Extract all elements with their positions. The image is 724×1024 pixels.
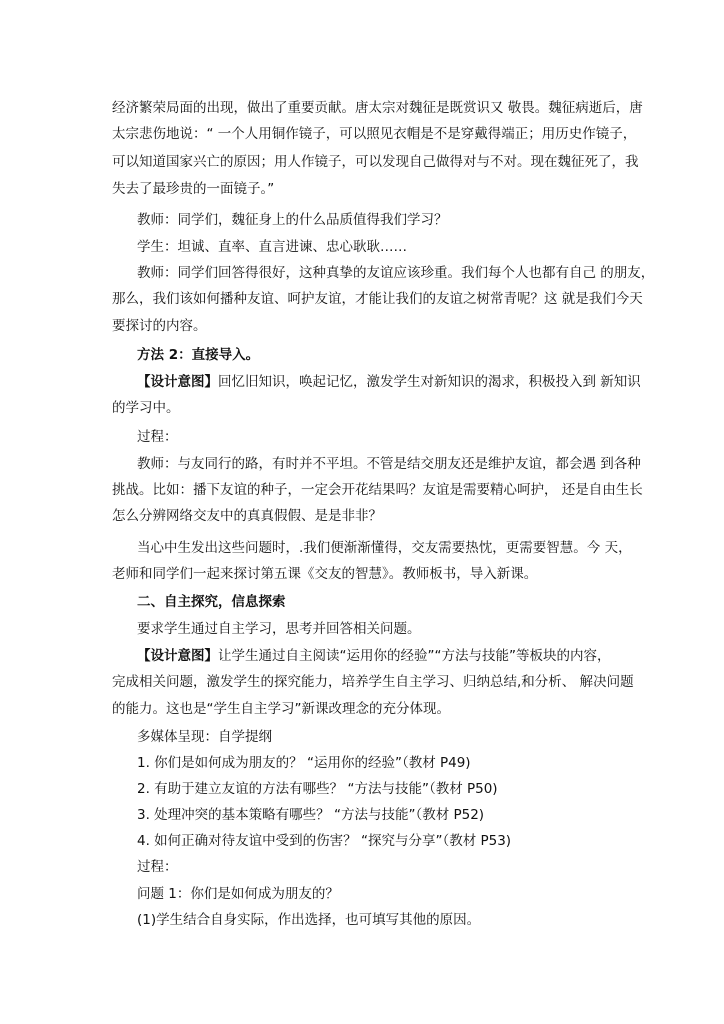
design-intent-label: 【设计意图】 (137, 374, 218, 390)
outline-item: 1. 你们是如何成为朋友的？ “运用你的经验”（教材 P49) (137, 755, 471, 771)
teacher-intro-line: 教师：与友同行的路，有时并不平坦。不管是结交朋友还是维护友谊，都会遇 到各种 (137, 456, 641, 472)
teacher-response-line: 那么，我们该如何播种友谊、呵护友谊，才能让我们的友谊之树常青呢？这 就是我们今天 (112, 291, 643, 307)
teacher-response-line: 教师：同学们回答得很好，这种真挚的友谊应该珍重。我们每个人也都有自己 的朋友， (137, 265, 655, 281)
method-2-heading: 方法 2：直接导入。 (137, 347, 260, 363)
student-answer: 学生：坦诚、直率、直言进谏、忠心耿耿…… (137, 239, 407, 255)
question-1: 问题 1：你们是如何成为朋友的？ (137, 886, 339, 902)
outline-item: 2. 有助于建立友谊的方法有哪些？ “方法与技能”（教材 P50) (137, 781, 498, 797)
teacher-question: 教师：同学们，魏征身上的什么品质值得我们学习？ (137, 212, 448, 228)
design-intent-line (137, 374, 641, 390)
multimedia-label: 多媒体呈现：自学提纲 (137, 729, 272, 745)
design-intent-line: 的学习中。 (112, 400, 180, 416)
section-2-heading: 二、自主探究，信息探索 (137, 594, 286, 610)
design-intent-line: 的能力。这也是“学生自主学习”新课改理念的充分体现。 (112, 701, 450, 717)
process-label: 过程： (137, 429, 178, 445)
design-intent-text: 回忆旧知识，唤起记忆，激发学生对新知识的渴求，积极投入到 新知识 (218, 374, 641, 390)
transition-line: 当心中生发出这些问题时，.我们便渐渐懂得，交友需要热忱，更需要智慧。今 天， (137, 540, 632, 556)
paragraph-line: 经济繁荣局面的出现，做出了重要贡献。唐太宗对魏征是既赏识又 敬畏。魏征病逝后，唐 (112, 100, 643, 116)
teacher-intro-line: 挑战。比如：播下友谊的种子，一定会开花结果吗？友谊是需要精心呵护， 还是自由生长 (112, 482, 643, 498)
paragraph-line: 可以知道国家兴亡的原因；用人作镜子，可以发现自己做得对与不对。现在魏征死了，我 (112, 154, 639, 170)
paragraph-line: 失去了最珍贵的一面镜子。” (112, 181, 275, 197)
question-1-note: (1)学生结合自身实际，作出选择，也可填写其他的原因。 (137, 912, 481, 928)
paragraph-line: 太宗悲伤地说：“ 一个人用铜作镜子，可以照见衣帽是不是穿戴得端正；用历史作镜子， (112, 126, 637, 142)
design-intent-line (137, 648, 610, 664)
section-2-requirement: 要求学生通过自主学习，思考并回答相关问题。 (137, 621, 421, 637)
process-label: 过程： (137, 859, 178, 875)
design-intent-label: 【设计意图】 (137, 648, 218, 664)
outline-item: 4. 如何正确对待友谊中受到的伤害？ “探究与分享”（教材 P53) (137, 833, 512, 849)
teacher-response-line: 要探讨的内容。 (112, 318, 207, 334)
outline-item: 3. 处理冲突的基本策略有哪些？ “方法与技能”（教材 P52) (137, 807, 485, 823)
teacher-intro-line: 怎么分辨网络交友中的真真假假、是是非非？ (112, 508, 382, 524)
design-intent-text: 让学生通过自主阅读“运用你的经验”“方法与技能”等板块的内容， (218, 648, 611, 664)
transition-line: 老师和同学们一起来探讨第五课《交友的智慧》。教师板书，导入新课。 (112, 566, 538, 582)
design-intent-line: 完成相关问题，激发学生的探究能力，培养学生自主学习、归纳总结,和分析、 解决问题 (112, 674, 634, 690)
